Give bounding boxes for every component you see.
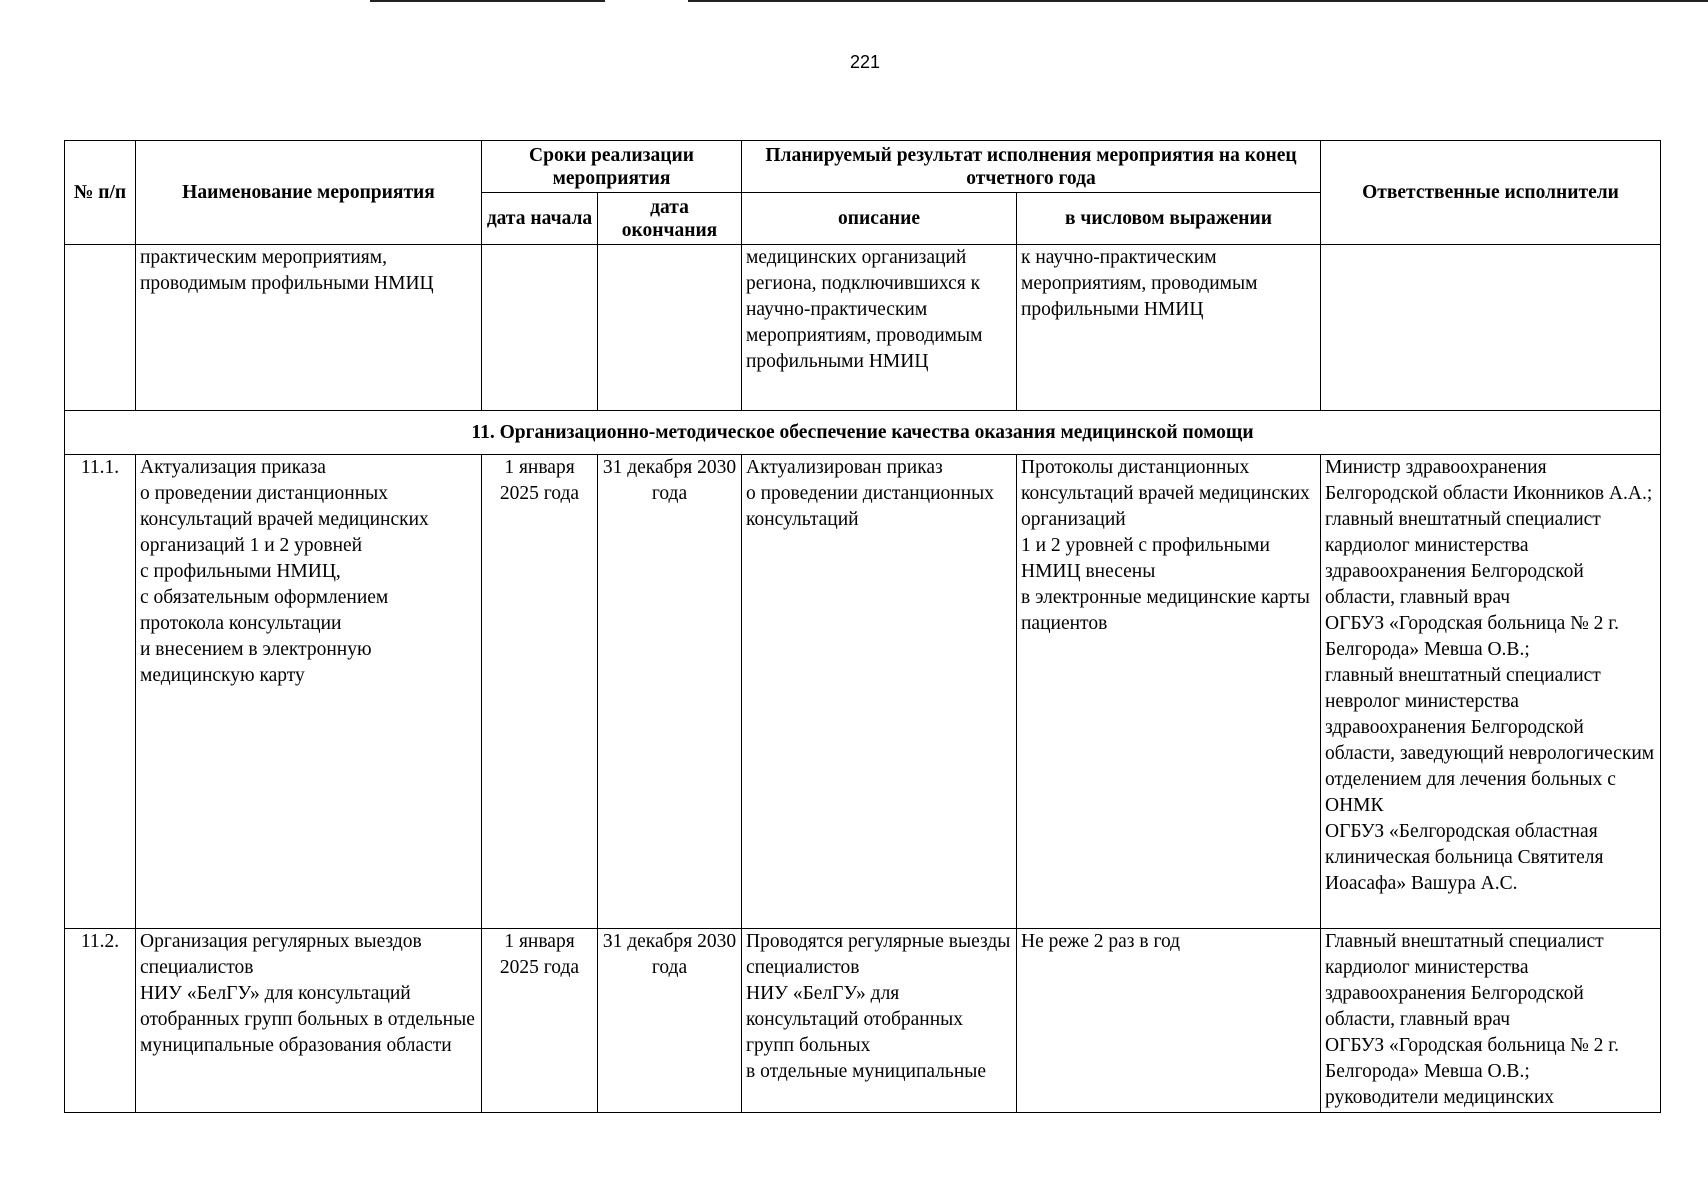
cell-desc: медицинских организаций региона, подключившихся к научно-практическим мероприятиям, проводимым профильными НМИЦ [742, 245, 1017, 411]
header-numeric: в числовом выражении [1017, 193, 1321, 245]
header-terms: Сроки реализации мероприятия [482, 141, 742, 193]
row-name: Актуализация приказа о проведении дистанционных консультаций врачей медицинских организаций 1 и 2 уровней с профильными НМИЦ, с обязательным оформлением протокола консультации и внесением в электронную медицинскую карту [136, 455, 482, 929]
table-row [65, 929, 1661, 1113]
table-row-continued [65, 245, 1661, 411]
row-number: 11.2. [65, 929, 136, 1113]
row-start: 1 января 2025 года [482, 455, 598, 929]
header-resp: Ответственные исполнители [1321, 141, 1661, 245]
row-end: 31 декабря 2030 года [598, 929, 742, 1113]
header-result: Планируемый результат исполнения мероприятия на конец отчетного года [742, 141, 1321, 193]
row-numeric: Протоколы дистанционных консультаций врачей медицинских организаций 1 и 2 уровней с профильными НМИЦ внесены в электронные медицинские карты пациентов [1017, 455, 1321, 929]
cell-resp [1321, 245, 1661, 411]
cell-name: практическим мероприятиям, проводимым профильными НМИЦ [136, 245, 482, 411]
scan-top-border [688, 0, 1708, 2]
plan-table [64, 140, 1661, 1113]
header-start: дата начала [482, 193, 598, 245]
header-num: № п/п [65, 141, 136, 245]
row-resp: Министр здравоохранения Белгородской области Иконников А.А.; главный внештатный специалист кардиолог министерства здравоохранения Белгородской области, главный врач ОГБУЗ «Городская больница № 2 г. Белгорода» Мевша О.В.; главный внештатный специалист невролог министерства здравоохранения Белгородской области, заведующий неврологическим отделением для лечения больных с ОНМК ОГБУЗ «Белгородская областная клиническая больница Святителя Иоасафа» Вашура А.С. [1321, 455, 1661, 929]
row-end: 31 декабря 2030 года [598, 455, 742, 929]
row-desc: Проводятся регулярные выезды специалистов НИУ «БелГУ» для консультаций отобранных групп больных в отдельные муниципальные [742, 929, 1017, 1113]
section-title: 11. Организационно-методическое обеспечение качества оказания медицинской помощи [65, 411, 1661, 455]
table-row [65, 455, 1661, 929]
cell-num [65, 245, 136, 411]
row-number: 11.1. [65, 455, 136, 929]
page-number: 221 [849, 52, 881, 72]
cell-end [598, 245, 742, 411]
row-start: 1 января 2025 года [482, 929, 598, 1113]
row-resp: Главный внештатный специалист кардиолог министерства здравоохранения Белгородской области, главный врач ОГБУЗ «Городская больница № 2 г. Белгорода» Мевша О.В.; руководители медицинских [1321, 929, 1661, 1113]
cell-numeric: к научно-практическим мероприятиям, проводимым профильными НМИЦ [1017, 245, 1321, 411]
row-desc: Актуализирован приказ о проведении дистанционных консультаций [742, 455, 1017, 929]
cell-start [482, 245, 598, 411]
row-numeric: Не реже 2 раз в год [1017, 929, 1321, 1113]
header-end: дата окончания [598, 193, 742, 245]
header-desc: описание [742, 193, 1017, 245]
row-name: Организация регулярных выездов специалистов НИУ «БелГУ» для консультаций отобранных групп больных в отдельные муниципальные образования области [136, 929, 482, 1113]
scan-top-border [370, 0, 605, 2]
header-name: Наименование мероприятия [136, 141, 482, 245]
